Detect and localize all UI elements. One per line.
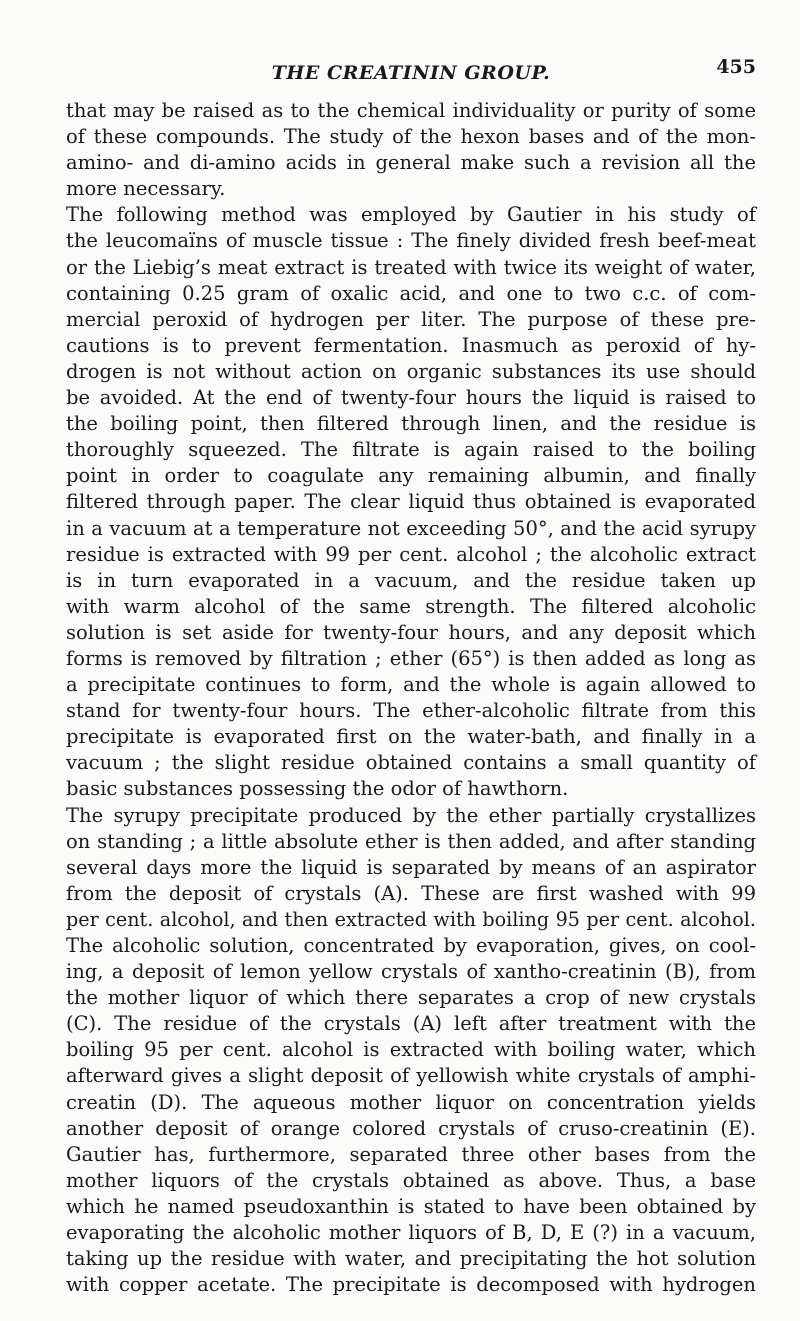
text-line: mother liquors of the crystals obtained as above. Thus, a base — [66, 1168, 756, 1192]
text-line: afterward gives a slight deposit of yellowish white crystals of amphi- — [66, 1064, 756, 1088]
page-number: 455 — [716, 56, 756, 78]
text-line: amino- and di-amino acids in general make such a revision all the — [66, 151, 756, 175]
text-line: more necessary. — [66, 177, 226, 201]
text-line: cautions is to prevent fermentation. Inasmuch as peroxid of hy- — [66, 333, 756, 357]
text-line: point in order to coagulate any remaining albumin, and finally — [66, 464, 756, 488]
text-line: per cent. alcohol, and then extracted with boiling 95 per cent. alcohol. — [66, 907, 756, 931]
text-line: the leucomaïns of muscle tissue : The finely divided fresh beef-meat — [66, 229, 756, 253]
text-line: taking up the residue with water, and precipitating the hot solution — [66, 1247, 756, 1271]
text-line: (C). The residue of the crystals (A) left after treatment with the — [66, 1012, 756, 1036]
text-line: on standing ; a little absolute ether is then added, and after standing — [66, 829, 756, 853]
text-line: The alcoholic solution, concentrated by evaporation, gives, on cool- — [66, 934, 756, 957]
text-line: boiling 95 per cent. alcohol is extracted with boiling water, which — [66, 1038, 756, 1062]
text-line: that may be raised as to the chemical individuality or purity of some — [66, 99, 756, 122]
text-line: be avoided. At the end of twenty-four hours the liquid is raised to — [66, 386, 756, 410]
body-text — [66, 98, 756, 1298]
text-line: solution is set aside for twenty-four hours, and any deposit which — [66, 620, 756, 644]
running-title: THE CREATININ GROUP. — [271, 62, 551, 84]
text-line: vacuum ; the slight residue obtained contains a small quantity of — [66, 751, 756, 775]
text-line: with warm alcohol of the same strength. The filtered alcoholic — [66, 594, 756, 618]
text-line: stand for twenty-four hours. The ether-alcoholic filtrate from this — [66, 699, 756, 723]
text-line: Gautier has, furthermore, separated three other bases from the — [66, 1142, 756, 1166]
text-line: thoroughly squeezed. The filtrate is again raised to the boiling — [66, 438, 756, 462]
text-line: the boiling point, then filtered through linen, and the residue is — [66, 412, 756, 436]
text-line: forms is removed by filtration ; ether (65°) is then added as long as — [66, 646, 756, 670]
text-line: from the deposit of crystals (A). These are first washed with 99 — [66, 881, 756, 905]
text-line: of these compounds. The study of the hexon bases and of the mon- — [66, 125, 756, 149]
text-line: mercial peroxid of hydrogen per liter. The purpose of these pre- — [66, 307, 756, 331]
text-line: a precipitate continues to form, and the whole is again allowed to — [66, 673, 756, 697]
text-line: in a vacuum at a temperature not exceeding 50°, and the acid syrupy — [66, 516, 756, 540]
text-line: residue is extracted with 99 per cent. alcohol ; the alcoholic extract — [66, 542, 756, 566]
text-line: or the Liebig’s meat extract is treated with twice its weight of water, — [66, 255, 756, 279]
text-line: ing, a deposit of lemon yellow crystals of xantho-creatinin (B), from — [66, 960, 756, 984]
text-line: which he named pseudoxanthin is stated to have been obtained by — [66, 1194, 756, 1218]
text-line: is in turn evaporated in a vacuum, and the residue taken up — [66, 568, 756, 592]
text-line: precipitate is evaporated first on the water-bath, and finally in a — [66, 725, 756, 749]
text-line: another deposit of orange colored crystals of cruso-creatinin (E). — [66, 1116, 756, 1140]
text-line: the mother liquor of which there separates a crop of new crystals — [66, 986, 756, 1010]
running-head — [66, 56, 756, 86]
text-line: The syrupy precipitate produced by the ether partially crystallizes — [66, 803, 756, 827]
text-line: basic substances possessing the odor of hawthorn. — [66, 777, 569, 801]
text-line: containing 0.25 gram of oxalic acid, and one to two c.c. of com- — [66, 281, 756, 305]
text-line: with copper acetate. The precipitate is decomposed with hydrogen — [66, 1273, 756, 1297]
text-line: drogen is not without action on organic substances its use should — [66, 359, 756, 383]
text-line: filtered through paper. The clear liquid thus obtained is evaporated — [66, 490, 756, 514]
text-line: The following method was employed by Gautier in his study of — [66, 203, 756, 227]
text-line: evaporating the alcoholic mother liquors of B, D, E (?) in a vacuum, — [66, 1221, 756, 1245]
text-line: creatin (D). The aqueous mother liquor on concentration yields — [66, 1090, 756, 1114]
text-line: several days more the liquid is separated by means of an aspirator — [66, 855, 756, 879]
